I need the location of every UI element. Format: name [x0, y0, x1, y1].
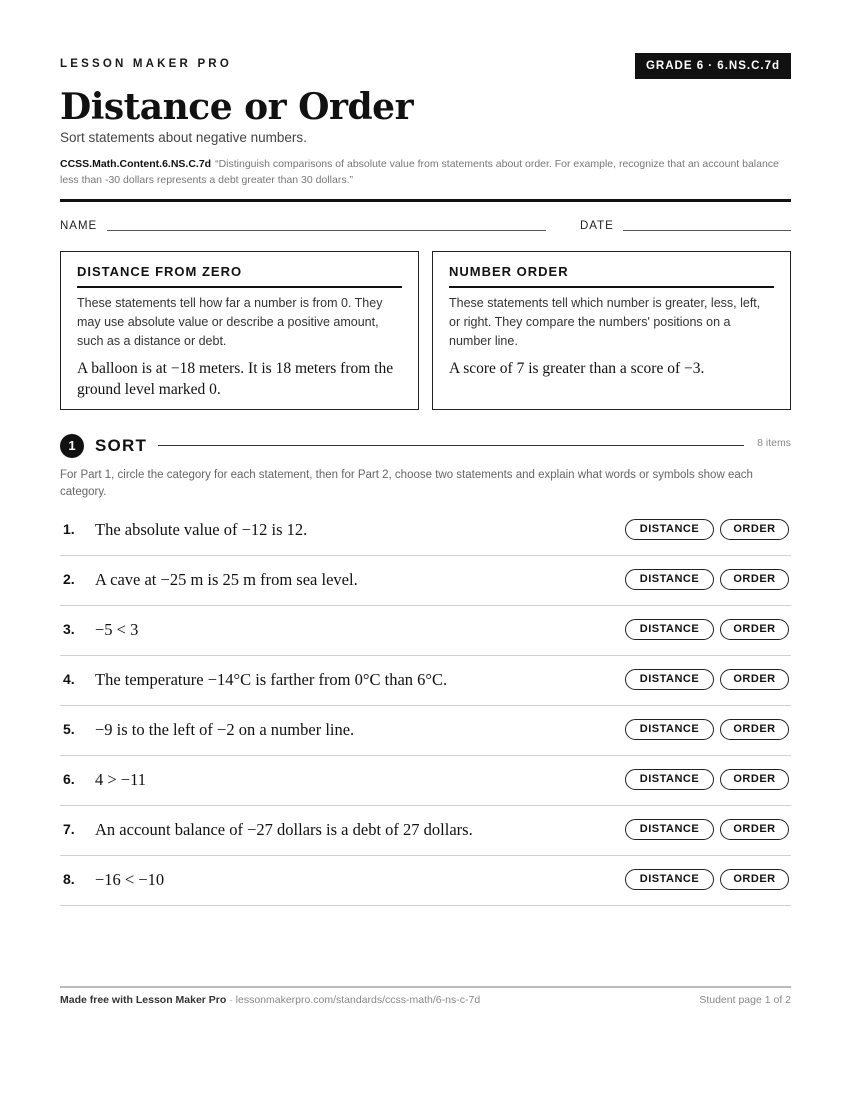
order-choice[interactable]: ORDER: [720, 669, 789, 690]
statement-number: 2.: [63, 571, 75, 587]
statement-number: 7.: [63, 821, 75, 837]
distance-choice[interactable]: DISTANCE: [625, 869, 714, 890]
grade-badge: GRADE 6 · 6.NS.C.7d: [635, 53, 791, 79]
statement-number: 1.: [63, 521, 75, 537]
choice-group: [625, 669, 789, 690]
section-instructions: For Part 1, circle the category for each statement, then for Part 2, choose two statements and explain what words or symbols show each category.: [60, 469, 753, 498]
category-card-distance: [60, 251, 419, 410]
order-choice[interactable]: ORDER: [720, 769, 789, 790]
statement-row: [60, 506, 791, 556]
statement-text: A cave at −25 m is 25 m from sea level.: [95, 570, 358, 589]
category-heading: NUMBER ORDER: [449, 264, 774, 288]
statement-number: 3.: [63, 621, 75, 637]
section-title: SORT: [95, 436, 148, 455]
statement-row: [60, 756, 791, 806]
distance-choice[interactable]: DISTANCE: [625, 669, 714, 690]
statement-text: −5 < 3: [95, 620, 139, 639]
statement-row: [60, 606, 791, 656]
date-label: DATE: [580, 220, 614, 232]
order-choice[interactable]: ORDER: [720, 569, 789, 590]
category-heading: DISTANCE FROM ZERO: [77, 264, 402, 288]
statement-row: [60, 706, 791, 756]
standard-text: “Distinguish comparisons of absolute value from statements about order. For example, recognize that an account balance less than -30 dollars represents a debt greater than 30 dollars.”: [60, 158, 779, 186]
distance-choice[interactable]: DISTANCE: [625, 769, 714, 790]
statement-number: 8.: [63, 871, 75, 887]
statement-row: [60, 656, 791, 706]
category-description: These statements tell how far a number is from 0. They may use absolute value or describe a positive amount, such as a distance or debt.: [77, 296, 383, 348]
order-choice[interactable]: ORDER: [720, 519, 789, 540]
statement-row: [60, 806, 791, 856]
choice-group: [625, 869, 789, 890]
statement-number: 5.: [63, 721, 75, 737]
statement-text: 4 > −11: [95, 770, 146, 789]
footer-url[interactable]: · lessonmakerpro.com/standards/ccss-math/6-ns-c-7d: [229, 994, 481, 1006]
statement-text: −9 is to the left of −2 on a number line.: [95, 720, 355, 739]
category-description: These statements tell which number is greater, less, left, or right. They compare the numbers' positions on a number line.: [449, 296, 761, 348]
statement-row: [60, 556, 791, 606]
order-choice[interactable]: ORDER: [720, 869, 789, 890]
section-number-badge: 1: [60, 434, 84, 458]
brand-name: LESSON MAKER PRO: [60, 58, 232, 70]
choice-group: [625, 819, 789, 840]
distance-choice[interactable]: DISTANCE: [625, 819, 714, 840]
category-example: A score of 7 is greater than a score of −3.: [449, 360, 705, 377]
footer-divider: [60, 986, 791, 988]
page-title: Distance or Order: [60, 86, 414, 128]
statement-number: 4.: [63, 671, 75, 687]
choice-group: [625, 569, 789, 590]
choice-group: [625, 769, 789, 790]
choice-group: [625, 719, 789, 740]
order-choice[interactable]: ORDER: [720, 619, 789, 640]
statement-text: The absolute value of −12 is 12.: [95, 520, 308, 539]
footer-page-number: Student page 1 of 2: [699, 994, 791, 1006]
distance-choice[interactable]: DISTANCE: [625, 719, 714, 740]
statement-text: An account balance of −27 dollars is a debt of 27 dollars.: [95, 820, 473, 839]
category-card-order: [432, 251, 791, 410]
footer-credit: [60, 994, 480, 1006]
choice-group: [625, 519, 789, 540]
name-field[interactable]: [107, 230, 546, 231]
statement-number: 6.: [63, 771, 75, 787]
worksheet-page: [60, 0, 791, 1100]
name-label: NAME: [60, 220, 98, 232]
distance-choice[interactable]: DISTANCE: [625, 569, 714, 590]
statement-text: −16 < −10: [95, 870, 165, 889]
section-divider: [158, 445, 744, 446]
header-divider: [60, 199, 791, 202]
standard-code: CCSS.Math.Content.6.NS.C.7d: [60, 158, 212, 170]
statement-row: [60, 856, 791, 906]
category-example: A balloon is at −18 meters. It is 18 meters from the ground level marked 0.: [77, 360, 394, 398]
choice-group: [625, 619, 789, 640]
footer-made-with: Made free with Lesson Maker Pro: [60, 994, 227, 1006]
page-subtitle: Sort statements about negative numbers.: [60, 130, 307, 145]
statement-list: [60, 506, 791, 906]
statement-text: The temperature −14°C is farther from 0°C than 6°C.: [95, 670, 448, 689]
order-choice[interactable]: ORDER: [720, 719, 789, 740]
distance-choice[interactable]: DISTANCE: [625, 619, 714, 640]
order-choice[interactable]: ORDER: [720, 819, 789, 840]
distance-choice[interactable]: DISTANCE: [625, 519, 714, 540]
standard-note: [60, 156, 791, 188]
date-field[interactable]: [623, 230, 791, 231]
item-count: 8 items: [757, 437, 791, 449]
